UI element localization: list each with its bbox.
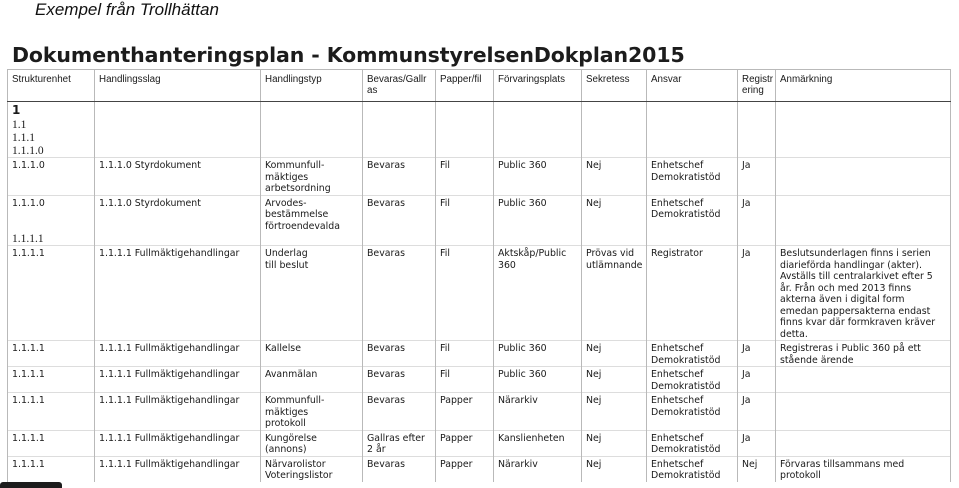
table-cell: Public 360 [494,341,582,367]
table-cell: Registreras i Public 360 på ett stående ärende [776,341,951,367]
table-cell: Nej [582,456,647,482]
table-cell: Avanmälan [261,367,363,393]
empty-cell [261,131,363,144]
level-row [8,144,951,158]
empty-cell [494,144,582,158]
column-header: Bevaras/Gallr as [363,70,436,102]
table-cell: Nej [582,195,647,232]
table-cell: 1.1.1.1 Fullmäktigehandlingar [95,367,261,393]
column-header: Förvaringsplats [494,70,582,102]
empty-cell [494,232,582,246]
table-row [8,341,951,367]
table-cell: 1.1.1.1 Fullmäktigehandlingar [95,341,261,367]
table-cell: Ja [738,393,776,431]
empty-cell [363,102,436,119]
empty-cell [494,102,582,119]
table-cell: Ja [738,341,776,367]
table-cell: 1.1.1.0 [8,158,95,196]
table-cell: Bevaras [363,367,436,393]
table-cell: Kungörelse (annons) [261,430,363,456]
empty-cell [436,144,494,158]
table-cell: 1.1.1.1 [8,430,95,456]
column-header: Registr ering [738,70,776,102]
table-cell: 1.1.1.1 [8,341,95,367]
column-header: Handlingstyp [261,70,363,102]
empty-cell [95,131,261,144]
empty-cell [436,131,494,144]
table-body [8,102,951,482]
empty-cell [776,102,951,119]
table-cell: Enhetschef Demokratistöd [647,456,738,482]
empty-cell [363,144,436,158]
table-cell [776,195,951,232]
empty-cell [738,118,776,131]
table-cell: Närarkiv [494,393,582,431]
table-cell: Public 360 [494,195,582,232]
table-cell [776,393,951,431]
table-cell: 1.1.1.1 [8,456,95,482]
table-row [8,393,951,431]
table-cell: Bevaras [363,195,436,232]
empty-cell [95,102,261,119]
table-cell: Fil [436,246,494,341]
structure-level: 1.1 [8,118,95,131]
empty-cell [363,118,436,131]
table-cell: Nej [738,456,776,482]
table-cell: Papper [436,456,494,482]
level-row [8,232,951,246]
table-cell: Underlag till beslut [261,246,363,341]
empty-cell [776,131,951,144]
empty-cell [776,118,951,131]
empty-cell [261,102,363,119]
empty-cell [582,102,647,119]
table-cell: Bevaras [363,341,436,367]
table-cell: 1.1.1.1 [8,367,95,393]
table-cell: Ja [738,158,776,196]
table-cell: Fil [436,367,494,393]
table-cell: Nej [582,158,647,196]
table-cell: Närvarolistor Voteringslistor [261,456,363,482]
table-row [8,246,951,341]
empty-cell [647,131,738,144]
empty-cell [647,144,738,158]
structure-level: 1 [8,102,95,119]
level-row [8,131,951,144]
table-cell: Nej [582,341,647,367]
column-header: Papper/fil [436,70,494,102]
table-cell: Papper [436,430,494,456]
slide-caption: Exempel från Trollhättan [35,0,219,19]
structure-level: 1.1.1.1 [8,232,95,246]
empty-cell [95,232,261,246]
table-cell: Enhetschef Demokratistöd [647,430,738,456]
table-cell: Nej [582,430,647,456]
empty-cell [647,232,738,246]
empty-cell [436,102,494,119]
empty-cell [261,232,363,246]
column-header: Strukturenhet [8,70,95,102]
table-row [8,158,951,196]
table-row [8,195,951,232]
scrollbar-thumb[interactable] [0,482,62,488]
table-cell: Fil [436,195,494,232]
table-cell: Papper [436,393,494,431]
empty-cell [647,118,738,131]
table-cell: 1.1.1.0 [8,195,95,232]
scanned-document [0,38,959,488]
table-cell: Beslutsunderlagen finns i serien diarieförda handlingar (akter). Avställs till centralarkivet efter 5 år. Från och med 2013 finns akterna även i digital form emedan pappersakterna endast finns kvar där formkraven kräver detta. [776,246,951,341]
table-row [8,430,951,456]
empty-cell [95,144,261,158]
structure-level: 1.1.1.0 [8,144,95,158]
table-cell: Enhetschef Demokratistöd [647,341,738,367]
table-cell: Kommunfull- mäktiges protokoll [261,393,363,431]
empty-cell [582,232,647,246]
table-cell: 1.1.1.0 Styrdokument [95,195,261,232]
table-cell: Nej [582,393,647,431]
empty-cell [776,232,951,246]
empty-cell [494,131,582,144]
table-cell: 1.1.1.1 [8,246,95,341]
table-row [8,456,951,482]
empty-cell [738,144,776,158]
table-cell: Gallras efter 2 år [363,430,436,456]
table-cell: Public 360 [494,367,582,393]
table-cell: 1.1.1.1 Fullmäktigehandlingar [95,430,261,456]
table-cell: Bevaras [363,246,436,341]
table-cell: Registrator [647,246,738,341]
level-row [8,102,951,119]
empty-cell [582,118,647,131]
table-cell: Nej [582,367,647,393]
empty-cell [436,232,494,246]
table-cell: Kanslienheten [494,430,582,456]
table-cell: 1.1.1.1 Fullmäktigehandlingar [95,393,261,431]
table-cell: 1.1.1.1 Fullmäktigehandlingar [95,456,261,482]
column-header: Sekretess [582,70,647,102]
table-cell: Prövas vid utlämnande [582,246,647,341]
empty-cell [363,232,436,246]
table-row [8,367,951,393]
table-cell: Fil [436,341,494,367]
table-cell: Ja [738,367,776,393]
table-cell: 1.1.1.1 Fullmäktigehandlingar [95,246,261,341]
table-cell: 1.1.1.0 Styrdokument [95,158,261,196]
empty-cell [261,144,363,158]
table-cell [776,430,951,456]
table-cell: Kommunfull- mäktiges arbetsordning [261,158,363,196]
empty-cell [738,102,776,119]
empty-cell [363,131,436,144]
table-cell: Ja [738,195,776,232]
table-cell: Kallelse [261,341,363,367]
level-row [8,118,951,131]
table-cell: Fil [436,158,494,196]
table-cell: Enhetschef Demokratistöd [647,367,738,393]
table-cell: Bevaras [363,456,436,482]
table-cell: Enhetschef Demokratistöd [647,393,738,431]
document-title: Dokumenthanteringsplan - KommunstyrelsenDokplan2015 [12,43,685,67]
empty-cell [738,232,776,246]
table-cell: Aktskåp/Public 360 [494,246,582,341]
table-cell: Arvodes- bestämmelse förtroendevalda [261,195,363,232]
column-header: Ansvar [647,70,738,102]
table-cell: Närarkiv [494,456,582,482]
header-row [8,70,951,102]
table-cell: Ja [738,430,776,456]
empty-cell [582,131,647,144]
table-cell [776,367,951,393]
empty-cell [494,118,582,131]
empty-cell [776,144,951,158]
table-cell: Bevaras [363,393,436,431]
table-cell: Bevaras [363,158,436,196]
empty-cell [738,131,776,144]
structure-level: 1.1.1 [8,131,95,144]
table-cell: Public 360 [494,158,582,196]
table-cell: Enhetschef Demokratistöd [647,195,738,232]
empty-cell [261,118,363,131]
table-cell: Enhetschef Demokratistöd [647,158,738,196]
table-cell: Förvaras tillsammans med protokoll [776,456,951,482]
empty-cell [436,118,494,131]
column-header: Handlingsslag [95,70,261,102]
table-cell: 1.1.1.1 [8,393,95,431]
table-cell [776,158,951,196]
document-plan-table [7,69,951,482]
empty-cell [582,144,647,158]
empty-cell [95,118,261,131]
empty-cell [647,102,738,119]
table-cell: Ja [738,246,776,341]
column-header: Anmärkning [776,70,951,102]
